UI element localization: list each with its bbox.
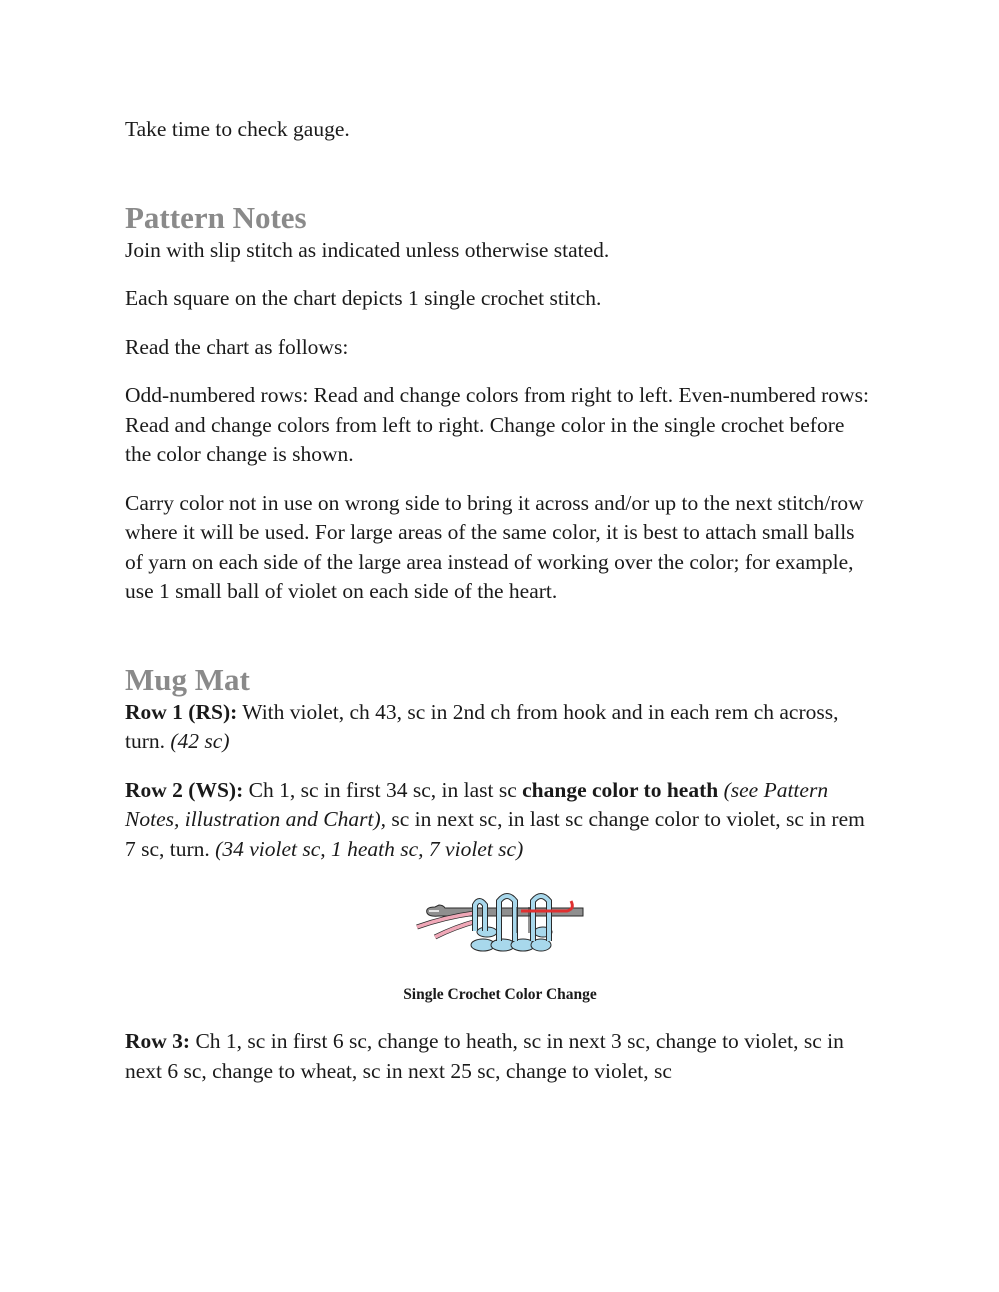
pattern-note-1: Join with slip stitch as indicated unless otherwise stated. (125, 237, 610, 262)
row-2-see-notes: (see Pattern Notes, illustration and Chart), (125, 777, 829, 831)
row-3-label: Row 3: (125, 1029, 191, 1053)
pattern-notes-heading: Pattern Notes (125, 199, 307, 235)
row-2-text-1: Ch 1, sc in first 34 sc, in last sc (243, 777, 523, 802)
row-2-instruction (125, 776, 875, 865)
gauge-note: Take time to check gauge. (125, 117, 350, 141)
pattern-note-3: Read the chart as follows: (125, 334, 349, 359)
crochet-hook-illustration (415, 887, 585, 959)
pink-yarn-icon (417, 913, 477, 937)
pattern-note-2: Each square on the chart depicts 1 single crochet stitch. (125, 286, 602, 310)
pattern-note-5: Carry color not in use on wrong side to bring it across and/or up to the next stitch/row where it will be used. For large areas of the same color, it is best to attach small balls of yarn on each side of the large area instead of working over the color; for example, use 1 small ball of violet on each side of the heart. (125, 490, 864, 603)
page-content (125, 115, 875, 1086)
row-2-color-change: change color to heath (522, 777, 719, 802)
row-2-text-2: sc in next sc, in last sc change color to violet, sc in rem 7 sc, turn. (125, 807, 865, 861)
row-2-count: (34 violet sc, 1 heath sc, 7 violet sc) (215, 836, 524, 861)
row-1-label: Row 1 (RS): (125, 699, 238, 724)
row-2-label: Row 2 (WS): (125, 777, 244, 802)
pattern-note-4: Odd-numbered rows: Read and change colors from right to left. Even-numbered rows: Read and change colors from left to right. Change color in the single crochet before the color change is shown. (125, 383, 869, 466)
row-1-count: (42 sc) (170, 729, 230, 753)
color-change-illustration (125, 887, 875, 975)
mug-mat-heading: Mug Mat (125, 661, 250, 697)
row-3-text: Ch 1, sc in first 6 sc, change to heath, sc in next 3 sc, change to violet, sc in next 6 sc, change to wheat, sc in next 25 sc, change to violet, sc (125, 1029, 844, 1083)
illustration-caption: Single Crochet Color Change (403, 986, 597, 1003)
row-1-instruction (125, 698, 875, 757)
row-1-text: With violet, ch 43, sc in 2nd ch from hook and in each rem ch across, turn. (125, 699, 839, 753)
row-3-instruction (125, 1027, 875, 1086)
